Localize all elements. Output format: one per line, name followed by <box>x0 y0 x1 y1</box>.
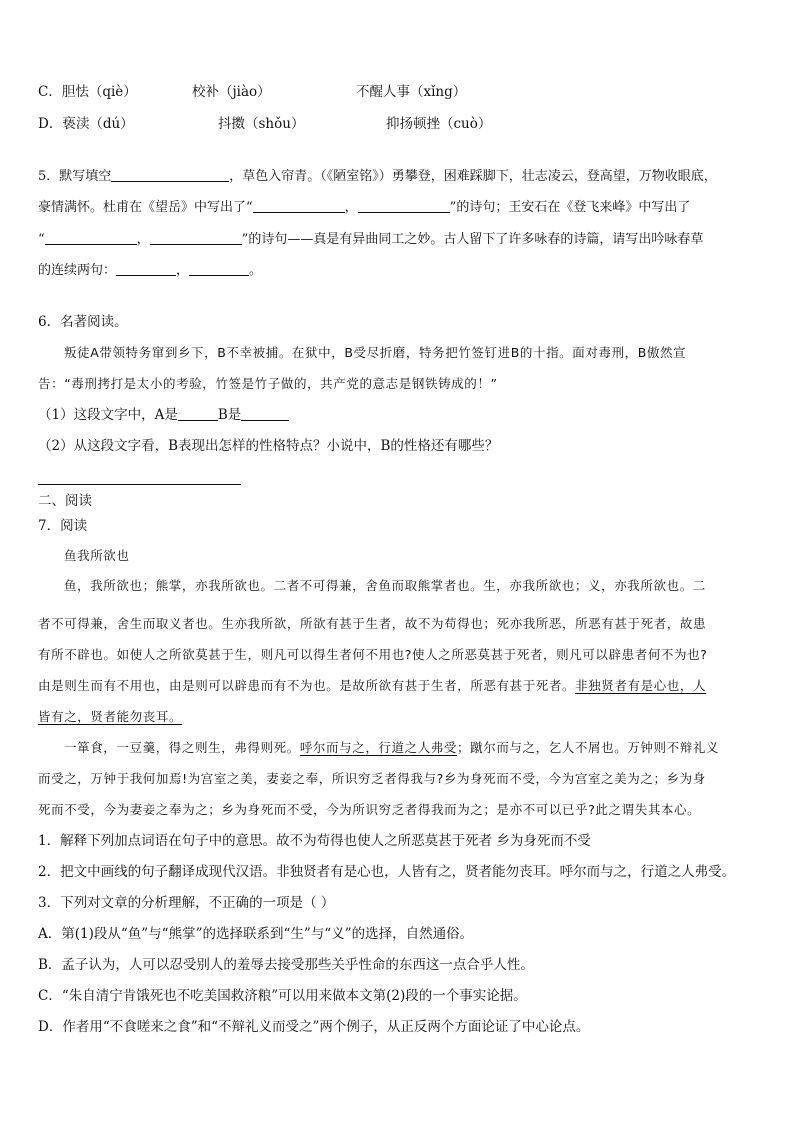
answer-blank[interactable] <box>116 260 176 276</box>
q5-text: 豪情满怀。杜甫在《望岳》中写出了“ <box>38 200 253 215</box>
q5-line-4 <box>38 260 758 281</box>
choice-c[interactable]: C．“朱自清宁肯饿死也不吃美国救济粮”可以用来做本文第(2)段的一个事实论据。 <box>38 988 527 1004</box>
q6-passage-line-2: 告：“毒刑拷打是太小的考验，竹签是竹子做的，共产党的意志是钢铁铸成的！” <box>38 376 498 391</box>
underlined-sentence: 呼尔而与之，行道之人弗受 <box>299 740 458 755</box>
passage-text: ；蹴尔而与之，乞人不屑也。万钟则不辩礼义 <box>457 740 720 755</box>
q5-text: ， <box>136 232 150 247</box>
question-item: 1．解释下列加点词语在句子中的意思。故不为苟得也使人之所恶莫甚于死者 乡为身死而不受 <box>38 833 591 849</box>
passage-line <box>38 676 758 696</box>
answer-blank[interactable] <box>45 229 137 245</box>
answer-blank[interactable] <box>189 260 249 276</box>
q7-title: 7．阅读 <box>38 518 88 534</box>
passage-line: 有所不辟也。如使人之所欲莫甚于生，则凡可以得生者何不用也?使人之所恶莫甚于死者，则凡可以辟患者何不为也? <box>38 647 708 662</box>
passage-text: 由是则生而有不用也，由是则可以辟患而有不为也。是故所欲有甚于生者，所恶有甚于死者。 <box>38 678 576 693</box>
underlined-sentence: 皆有之，贤者能勿丧耳。 <box>38 709 183 724</box>
q5-text: ， <box>344 200 358 215</box>
passage-line: 者不可得兼，舍生而取义者也。生亦我所欲，所欲有甚于生者，故不为苟得也；死亦我所恶，所恶有甚于死者，故患 <box>38 616 707 631</box>
answer-blank[interactable] <box>241 405 289 421</box>
answer-blank[interactable] <box>178 405 218 421</box>
passage-line <box>38 707 758 727</box>
q5-line-2 <box>38 197 758 218</box>
choice-d[interactable]: D．作者用“不食嗟来之食”和“不辩礼义而受之”两个例子，从正反两个方面论证了中心论点。 <box>38 1019 590 1035</box>
question-item: 3．下列对文章的分析理解，不正确的一项是（ ） <box>38 895 335 911</box>
q6-sub-1-text: （1）这段文字中，A是 <box>38 407 178 423</box>
q5-text: 。 <box>249 263 263 278</box>
passage-line <box>64 738 758 758</box>
section-heading: 二、阅读 <box>38 493 92 509</box>
q4-d-a: D．亵渎（dú） <box>38 116 134 132</box>
passage-text: 一箪食，一豆羹，得之则生，弗得则死。 <box>64 740 300 755</box>
passage-line: 死而不受，今为妻妾之奉为之；乡为身死而不受，今为所识穷乏者得我而为之；是亦不可以已乎?此之谓失其本心。 <box>38 802 701 817</box>
answer-blank[interactable] <box>111 166 229 182</box>
answer-blank[interactable] <box>253 197 345 213</box>
passage-line: 鱼，我所欲也；熊掌，亦我所欲也。二者不可得兼，舍鱼而取熊掌者也。生，亦我所欲也；义，亦我所欲也。二 <box>64 578 706 593</box>
choice-b[interactable]: B．孟子认为，人可以忍受别人的羞辱去接受那些关乎性命的东西这一点合乎人性。 <box>38 957 534 973</box>
answer-blank[interactable] <box>150 229 242 245</box>
q4-d-b: 抖擞（shǒu） <box>218 116 305 132</box>
q6-sub-2: （2）从这段文字看，B表现出怎样的性格特点？小说中，B的性格还有哪些？ <box>38 438 499 454</box>
q6-sub-1 <box>38 405 758 425</box>
q6-sub-1-text: B是 <box>217 407 242 423</box>
q5-text: 的连续两句： <box>38 263 117 278</box>
q5-label: 5．默写填空 <box>38 169 112 184</box>
q6-passage-line-1: 叛徒A带领特务窜到乡下，B不幸被捕。在狱中，B受尽折磨，特务把竹签钉进B的十指。面对毒刑，B傲然宣 <box>64 345 687 360</box>
q4-d-c: 抑扬顿挫（cuò） <box>386 116 492 132</box>
q5-text: ， <box>176 263 190 278</box>
underlined-sentence: 非独贤者有是心也，人 <box>575 678 707 693</box>
q5-text: ”的诗句——真是有异曲同工之妙。古人留下了许多咏春的诗篇，请写出吟咏春草 <box>241 232 704 247</box>
q4-c-a: C．胆怯（qiè） <box>38 84 137 100</box>
q4-c-c: 不醒人事（xǐng） <box>356 84 467 100</box>
answer-blank[interactable] <box>358 197 450 213</box>
q5-text: ”的诗句；王安石在《登飞来峰》中写出了 <box>449 200 691 215</box>
q5-text: “ <box>38 232 45 247</box>
question-item: 2．把文中画线的句子翻译成现代汉语。非独贤者有是心也，人皆有之，贤者能勿丧耳。呼尔而与之，行道之人弗受。 <box>38 864 736 880</box>
q5-line-3 <box>38 229 758 250</box>
q4-c-b: 校补（jiào） <box>192 84 271 100</box>
passage-title: 鱼我所欲也 <box>64 548 130 563</box>
answer-line[interactable] <box>38 484 241 485</box>
choice-a[interactable]: A．第(1)段从“鱼”与“熊掌”的选择联系到“生”与“义”的选择，自然通俗。 <box>38 926 474 942</box>
q6-title: 6．名著阅读。 <box>38 314 128 330</box>
q5-line-1 <box>38 166 758 187</box>
passage-line: 而受之，万钟于我何加焉!为宫室之美，妻妾之奉，所识穷乏者得我与?乡为身死而不受，今为宫室之美为之；乡为身 <box>38 771 706 786</box>
q5-text: ，草色入帘青。（《陋室铭》）勇攀登，困难踩脚下，壮志凌云，登高望，万物收眼底， <box>229 169 717 184</box>
